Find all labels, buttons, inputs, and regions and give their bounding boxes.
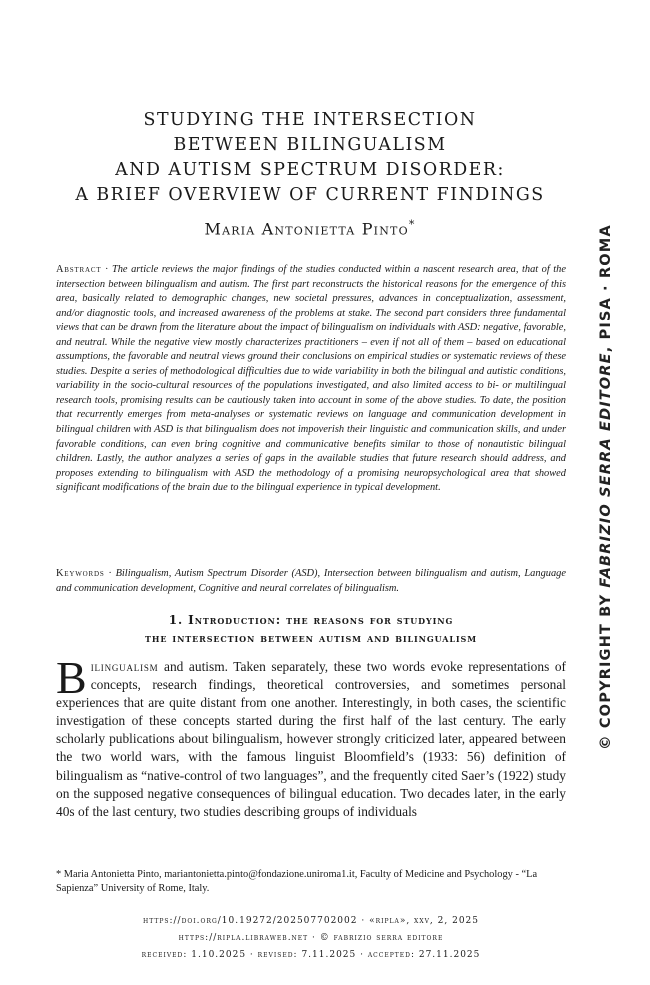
copyright-prefix: © COPYRIGHT BY	[597, 587, 614, 750]
lead-word: ilingualism	[90, 659, 159, 674]
keywords-separator: ·	[108, 568, 112, 579]
author-name: Maria Antonietta Pinto	[204, 219, 409, 239]
copyright-notice	[597, 224, 614, 750]
publication-info	[56, 913, 566, 964]
keywords-text: Bilingualism, Autism Spectrum Disorder (ASD), Intersection between bilingualism and autism, Language and communication development, Cognitive and neural correlates of bilingualism.	[56, 568, 566, 594]
doi-line[interactable]: https://doi.org/10.19272/202507702002 · «ripla», xxv, 2, 2025	[142, 916, 479, 926]
abstract-separator: ·	[104, 264, 109, 275]
abstract-label: Abstract	[56, 264, 102, 275]
copyright-publisher: FABRIZIO SERRA EDITORE	[597, 352, 614, 588]
section-heading-line: the intersection between autism and bilingualism	[145, 631, 477, 645]
body-paragraph	[56, 652, 566, 821]
abstract	[56, 263, 566, 496]
article-title	[60, 108, 560, 208]
author-footnote-mark[interactable]: *	[408, 218, 416, 231]
abstract-text: The article reviews the major findings of the studies conducted within a nascent research area, that of the intersection between bilingualism and autism. The first part reconstructs the historical reasons for the emergence of this area, basically related to demographic changes, new societal pressures, advances in conceptualization, assessment, and/or diagnostic tools, and increased awareness of the problems at stake. The second part considers three fundamental views that can be drawn from the literature about the impact of bilingualism on individuals with ASD: negative, favorable, and neutral. While the negative view mostly characterizes practitioners – even if not all of them – based on educational assumptions, the favorable and neutral views ground their conclusions on empirical studies or systematic reviews of these studies. Despite a series of methodological difficulties due to wide variability in both the bilingual and autistic conditions, variability in the socio-cultural resources of the populations investigated, and also limited access to bi- or multilingual research tools, promising results can be cautiously taken into account in some of the above studies. To date, the position that recurrently emerges from meta-analyses or systematic reviews on language and communication development in bilingual children with ASD is that bilingualism does not impoverish their linguistic and communication skills, and under favorable conditions, can even bring cognitive and communicative benefits similar to those of nonautistic bilingual children. Lastly, the author analyzes a series of gaps in the available studies that future research should address, and proposes extending to bilingualism with ASD the methodology of a promising neuropsychological area that showed significant modifications of the brain due to the bilingual experience in typical development.	[56, 264, 566, 494]
drop-cap: B	[56, 652, 87, 703]
title-line: BETWEEN BILINGUALISM	[173, 135, 447, 155]
author-line	[60, 218, 560, 238]
section-heading-line: 1. Introduction: the reasons for studying	[168, 613, 454, 627]
keywords-label: Keywords	[56, 568, 105, 579]
author-footnote: * Maria Antonietta Pinto, mariantonietta.pinto@fondazione.uniroma1.it, Faculty of Medicine and Psychology - “La Sapienza” University of Rome, Italy.	[56, 869, 538, 894]
section-heading	[56, 611, 566, 647]
website-line[interactable]: https://ripla.libraweb.net · © fabrizio serra editore	[178, 933, 444, 943]
title-line: A BRIEF OVERVIEW OF CURRENT FINDINGS	[75, 185, 545, 205]
title-line: AND AUTISM SPECTRUM DISORDER:	[115, 160, 505, 180]
copyright-suffix: , PISA · ROMA	[597, 224, 614, 353]
title-line: STUDYING THE INTERSECTION	[143, 110, 477, 130]
body-text: and autism. Taken separately, these two words evoke representations of concepts, research findings, theoretical controversies, and sometimes personal experiences that are quite distant from one another. Interestingly, in both cases, the scientific investigation of these concepts started during the first half of the last century. The early scholarly publications about bilingualism, however strongly criticized later, appeared between the two world wars, with the famous linguist Bloomfield’s (1933: 56) definition of bilingualism as “native-control of two languages”, and the frequently cited Saer’s (1922) study on the supposed negative consequences of bilingual education. Two decades later, in the early 40s of the last century, two studies describing groups of individuals	[56, 659, 566, 819]
keywords	[56, 567, 566, 596]
dates-line: received: 1.10.2025 · revised: 7.11.2025 · accepted: 27.11.2025	[141, 950, 481, 960]
